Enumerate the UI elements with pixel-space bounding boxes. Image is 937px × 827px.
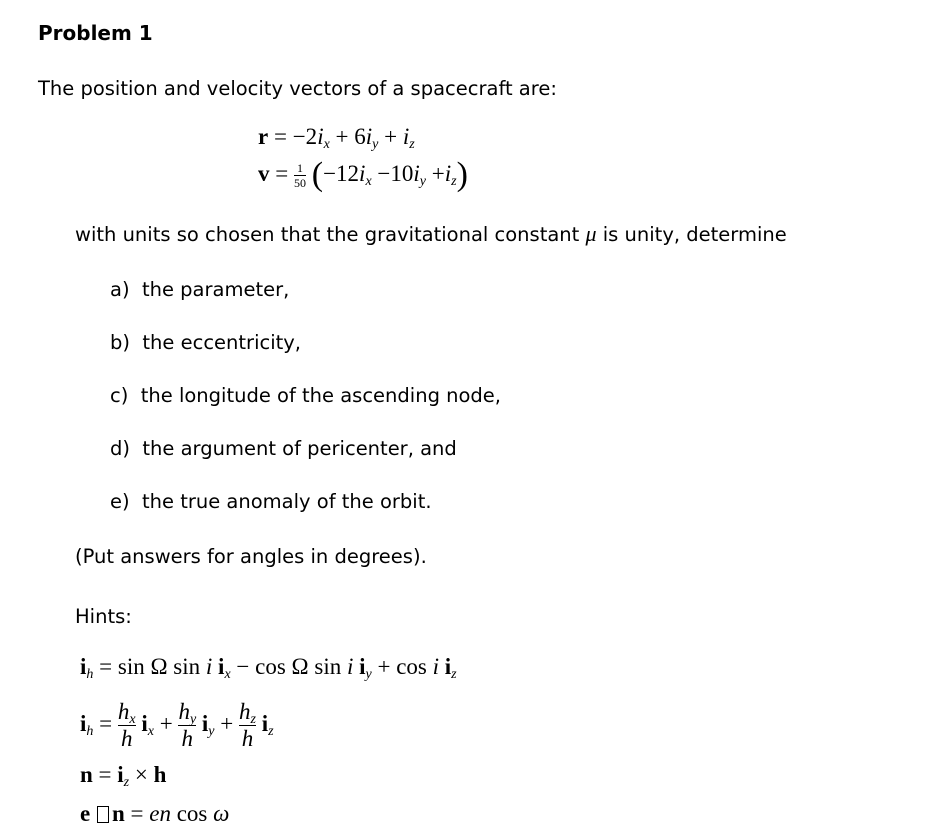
hint-ih-components: $i_h = \sin \Omega$ sin i $i_x - \cos \Omega$ sin i $i_y + \cos i$ $i_z$ bbox=[80, 654, 457, 682]
angles-note: (Put answers for angles in degrees). bbox=[75, 545, 427, 568]
position-equation: $r = -2i_x + 6i_y + i_z$ bbox=[258, 124, 415, 152]
hint-ih-fraction: $i_h$ = $\frac{h_x}{h}$ $i_x$ + $\frac{h_y}{h}$ $i_y$ + $\frac{h_z}{h}$ $i_z$ bbox=[80, 699, 274, 752]
problem-title: Problem 1 bbox=[38, 21, 153, 45]
velocity-fraction: $\frac{1}{50}$ bbox=[293, 160, 306, 191]
fraction-hy: $\frac{h_y}{h}$ bbox=[178, 699, 197, 752]
hint-dot-product: e n = en cos ω bbox=[80, 801, 230, 826]
units-text: with units so chosen that the gravitational constant μ is unity, determine bbox=[75, 221, 787, 246]
fraction-hx: $\frac{h_x}{h}$ bbox=[117, 699, 136, 752]
list-item: a) the parameter, bbox=[110, 278, 290, 301]
intro-text: The position and velocity vectors of a spacecraft are: bbox=[38, 77, 557, 100]
mu-symbol: μ bbox=[585, 221, 597, 246]
list-item: b) the eccentricity, bbox=[110, 331, 302, 354]
fraction-hz: $\frac{h_z}{h}$ bbox=[239, 699, 256, 752]
hint-node-vector: $n = i_z \times h$ bbox=[80, 762, 167, 790]
list-item: d) the argument of pericenter, and bbox=[110, 437, 457, 460]
hints-label: Hints: bbox=[75, 605, 132, 628]
list-item: e) the true anomaly of the orbit. bbox=[110, 490, 432, 513]
missing-glyph-box bbox=[97, 806, 109, 823]
velocity-equation: v = $\frac{1}{50}$ $(-12i_x -10i_y +i_z)$ bbox=[258, 156, 468, 193]
list-item: c) the longitude of the ascending node, bbox=[110, 384, 502, 407]
